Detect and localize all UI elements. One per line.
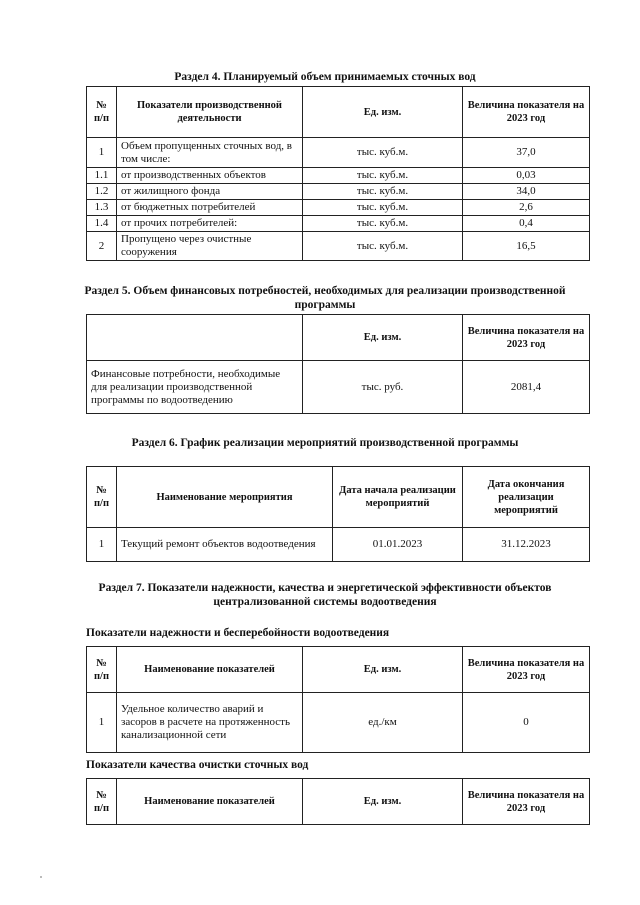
row-unit: тыс. куб.м. xyxy=(303,232,463,261)
row-name: Пропущено через очистные сооружения xyxy=(117,232,303,261)
row-start: 01.01.2023 xyxy=(333,528,463,562)
row-value: 0,4 xyxy=(463,216,590,232)
section-6-title: Раздел 6. График реализации мероприятий производственной программы xyxy=(131,437,519,449)
row-value: 0,03 xyxy=(463,168,590,184)
row-num: 1.3 xyxy=(87,200,117,216)
row-name: Объем пропущенных сточных вод, в том числе: xyxy=(117,138,303,168)
reliability-table xyxy=(86,646,590,753)
header-unit: Ед. изм. xyxy=(303,87,463,138)
row-num: 1.1 xyxy=(87,168,117,184)
row-num: 1 xyxy=(87,138,117,168)
header-end-date: Дата окончания реализации мероприятий xyxy=(463,467,590,528)
row-unit: тыс. куб.м. xyxy=(303,168,463,184)
section-7-title: Раздел 7. Показатели надежности, качества и энергетической эффективности объектов централизованной системы водоотведения xyxy=(98,582,552,608)
table-row xyxy=(87,168,590,184)
row-value: 34,0 xyxy=(463,184,590,200)
header-value: Величина показателя на 2023 год xyxy=(463,315,590,361)
row-unit: тыс. куб.м. xyxy=(303,200,463,216)
header-value: Величина показателя на 2023 год xyxy=(463,647,590,693)
row-name: Текущий ремонт объектов водоотведения xyxy=(117,528,333,562)
header-blank xyxy=(87,315,303,361)
table-row xyxy=(87,184,590,200)
row-name: от производственных объектов xyxy=(117,168,303,184)
header-unit: Ед. изм. xyxy=(303,779,463,825)
table-row xyxy=(87,693,590,753)
row-name: от бюджетных потребителей xyxy=(117,200,303,216)
row-unit: тыс. куб.м. xyxy=(303,138,463,168)
section-4-table xyxy=(86,86,590,261)
table-row xyxy=(87,361,590,414)
row-value: 37,0 xyxy=(463,138,590,168)
row-num: 1 xyxy=(87,528,117,562)
scan-speck xyxy=(40,876,42,878)
row-end: 31.12.2023 xyxy=(463,528,590,562)
header-unit: Ед. изм. xyxy=(303,647,463,693)
row-name: от прочих потребителей: xyxy=(117,216,303,232)
section-5-title: Раздел 5. Объем финансовых потребностей, необходимых для реализации производственной программы xyxy=(84,285,566,311)
table-row xyxy=(87,200,590,216)
header-unit: Ед. изм. xyxy=(303,315,463,361)
row-value: 0 xyxy=(463,693,590,753)
header-indicator: Показатели производственной деятельности xyxy=(117,87,303,138)
header-start-date: Дата начала реализации мероприятий xyxy=(333,467,463,528)
row-name: от жилищного фонда xyxy=(117,184,303,200)
row-value: 2,6 xyxy=(463,200,590,216)
row-unit: тыс. руб. xyxy=(303,361,463,414)
row-num: 2 xyxy=(87,232,117,261)
row-num: 1 xyxy=(87,693,117,753)
header-num: № п/п xyxy=(87,779,117,825)
row-value: 2081,4 xyxy=(463,361,590,414)
header-indicator: Наименование показателей xyxy=(117,647,303,693)
header-activity: Наименование мероприятия xyxy=(117,467,333,528)
section-5-table xyxy=(86,314,590,414)
header-num: № п/п xyxy=(87,647,117,693)
row-name: Финансовые потребности, необходимые для реализации производственной программы по водоотведению xyxy=(87,361,303,414)
row-num: 1.2 xyxy=(87,184,117,200)
row-num: 1.4 xyxy=(87,216,117,232)
row-name: Удельное количество аварий и засоров в расчете на протяженность канализационной сети xyxy=(117,693,303,753)
row-unit: ед./км xyxy=(303,693,463,753)
quality-subtitle: Показатели качества очистки сточных вод xyxy=(86,759,309,771)
header-num: № п/п xyxy=(87,87,117,138)
header-num: № п/п xyxy=(87,467,117,528)
row-unit: тыс. куб.м. xyxy=(303,216,463,232)
reliability-subtitle: Показатели надежности и бесперебойности водоотведения xyxy=(86,627,390,639)
section-4-title: Раздел 4. Планируемый объем принимаемых сточных вод xyxy=(174,71,476,83)
quality-table xyxy=(86,778,590,825)
table-row xyxy=(87,216,590,232)
section-6-table xyxy=(86,466,590,562)
table-row xyxy=(87,528,590,562)
header-indicator: Наименование показателей xyxy=(117,779,303,825)
header-value: Величина показателя на 2023 год xyxy=(463,779,590,825)
table-row xyxy=(87,232,590,261)
row-value: 16,5 xyxy=(463,232,590,261)
table-row xyxy=(87,138,590,168)
header-value: Величина показателя на 2023 год xyxy=(463,87,590,138)
row-unit: тыс. куб.м. xyxy=(303,184,463,200)
